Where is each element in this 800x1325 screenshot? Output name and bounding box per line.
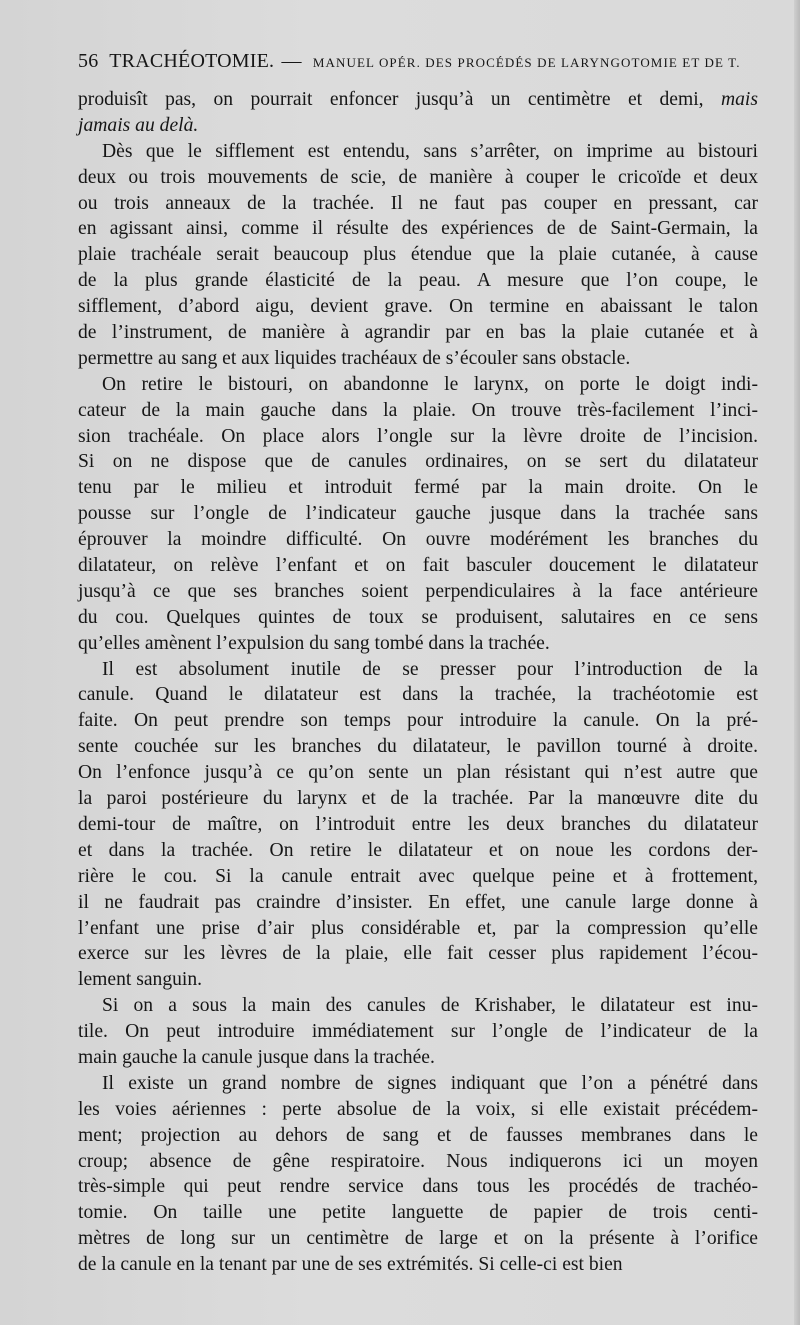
text-line: [78, 864, 758, 890]
text-line: [78, 1045, 758, 1071]
line-text: On l’enfonce jusqu’à ce qu’on sente un plan résistant qui n’est autre que: [78, 762, 758, 784]
line-text: Il existe un grand nombre de signes indiquant que l’on a pénétré dans: [102, 1072, 758, 1094]
text-line: [78, 941, 758, 967]
line-text: pousse sur l’ongle de l’indicateur gauche jusque dans la trachée sans: [78, 503, 758, 525]
text-line: [78, 916, 758, 942]
text-line: [78, 165, 758, 191]
line-text: l’enfant une prise d’air plus considérable et, par la compression qu’elle: [78, 917, 758, 939]
line-italic-text: jamais au delà.: [78, 114, 199, 136]
line-text: exerce sur les lèvres de la plaie, elle fait cesser plus rapidement l’écou-: [78, 943, 758, 965]
line-text: tile. On peut introduire immédiatement sur l’ongle de l’indicateur de la: [78, 1021, 758, 1043]
line-text: Dès que le sifflement est entendu, sans s’arrêter, on imprime au bistouri: [102, 140, 758, 162]
line-text: de la canule en la tenant par une de ses extrémités. Si celle-ci est bien: [78, 1254, 623, 1276]
line-text: Si on ne dispose que de canules ordinaires, on se sert du dilatateur: [78, 451, 758, 473]
text-line: [78, 890, 758, 916]
text-line: [78, 708, 758, 734]
text-line: [78, 838, 758, 864]
text-line: [78, 993, 758, 1019]
line-text: On retire le bistouri, on abandonne le larynx, on porte le doigt indi-: [102, 373, 758, 395]
text-line: [78, 967, 758, 993]
text-line: [78, 139, 758, 165]
line-text: Il est absolument inutile de se presser pour l’introduction de la: [102, 658, 758, 680]
text-line: [78, 553, 758, 579]
line-text: qu’elles amènent l’expulsion du sang tombé dans la trachée.: [78, 632, 550, 654]
text-line: [78, 242, 758, 268]
text-line: [78, 1226, 758, 1252]
text-line: [78, 346, 758, 372]
running-title: MANUEL OPÉR. DES PROCÉDÉS DE LARYNGOTOMIE ET DE T.: [312, 55, 741, 70]
text-line: [78, 320, 758, 346]
text-line: [78, 734, 758, 760]
line-text: tomie. On taille une petite languette de papier de trois centi-: [78, 1202, 758, 1224]
line-text: très-simple qui peut rendre service dans tous les procédés de trachéo-: [78, 1176, 758, 1198]
text-line: [78, 1097, 758, 1123]
text-line: [78, 1071, 758, 1097]
header-title: TRACHÉOTOMIE.: [109, 50, 275, 72]
line-text: produisît pas, on pourrait enfoncer jusqu’à un centimètre et demi,: [78, 89, 721, 110]
line-text: faite. On peut prendre son temps pour introduire la canule. On la pré-: [78, 710, 758, 732]
line-text: les voies aériennes : perte absolue de la voix, si elle existait précédem-: [78, 1098, 758, 1120]
line-italic-text: mais: [720, 89, 758, 110]
line-text: et dans la trachée. On retire le dilatateur et on noue les cordons der-: [78, 839, 758, 861]
body-text: [78, 87, 758, 1278]
line-text: deux ou trois mouvements de scie, de manière à couper le cricoïde et deux: [78, 166, 758, 188]
text-line: [78, 657, 758, 683]
text-line: [78, 424, 758, 450]
page-number: 56: [78, 50, 99, 72]
line-text: permettre au sang et aux liquides trachéaux de s’écouler sans obstacle.: [78, 347, 631, 369]
text-line: [78, 760, 758, 786]
line-text: du cou. Quelques quintes de toux se produisent, salutaires en ce sens: [78, 606, 758, 628]
text-line: [78, 786, 758, 812]
line-text: sifflement, d’abord aigu, devient grave. On termine en abaissant le talon: [78, 296, 758, 318]
text-line: [78, 268, 758, 294]
text-line: [78, 216, 758, 242]
line-text: ou trois anneaux de la trachée. Il ne faut pas couper en pressant, car: [78, 192, 758, 214]
line-text: ment; projection au dehors de sang et de fausses membranes dans le: [78, 1124, 758, 1146]
text-line: [78, 1149, 758, 1175]
line-text: cateur de la main gauche dans la plaie. On trouve très-facilement l’inci-: [78, 399, 758, 421]
line-text: sion trachéale. On place alors l’ongle sur la lèvre droite de l’incision.: [78, 425, 758, 447]
line-text: éprouver la moindre difficulté. On ouvre modérément les branches du: [78, 529, 758, 551]
line-text: il ne faudrait pas craindre d’insister. En effet, une canule large donne à: [78, 891, 758, 913]
line-text: demi-tour de maître, on l’introduit entre les deux branches du dilatateur: [78, 813, 758, 835]
line-text: lement sanguin.: [78, 969, 203, 991]
text-line: [78, 1200, 758, 1226]
line-text: dilatateur, on relève l’enfant et on fait basculer doucement le dilatateur: [78, 555, 758, 577]
text-line: [78, 682, 758, 708]
text-line: [78, 631, 758, 657]
text-line: [78, 372, 758, 398]
line-text: mètres de long sur un centimètre de large et on la présente à l’orifice: [78, 1228, 758, 1250]
line-text: tenu par le milieu et introduit fermé par la main droite. On le: [78, 477, 758, 499]
line-text: main gauche la canule jusque dans la trachée.: [78, 1046, 435, 1068]
line-text: plaie trachéale serait beaucoup plus étendue que la plaie cutanée, à cause: [78, 244, 758, 266]
text-line: [78, 475, 758, 501]
running-header: [78, 50, 758, 73]
line-text: canule. Quand le dilatateur est dans la trachée, la trachéotomie est: [78, 684, 758, 706]
line-text: croup; absence de gêne respiratoire. Nous indiquerons ici un moyen: [78, 1150, 758, 1172]
text-line: [78, 527, 758, 553]
text-line: [78, 191, 758, 217]
line-text: de l’instrument, de manière à agrandir par en bas la plaie cutanée et à: [78, 322, 758, 344]
text-line: [78, 579, 758, 605]
text-line: [78, 1252, 758, 1278]
line-text: Si on a sous la main des canules de Krishaber, le dilatateur est inu-: [102, 995, 758, 1017]
line-text: jusqu’à ce que ses branches soient perpendiculaires à la face antérieure: [78, 580, 758, 602]
text-line: [78, 605, 758, 631]
text-line: [78, 1019, 758, 1045]
line-text: de la plus grande élasticité de la peau. A mesure que l’on coupe, le: [78, 270, 758, 292]
text-line: [78, 294, 758, 320]
text-line: [78, 113, 758, 139]
line-text: sente couchée sur les branches du dilatateur, le pavillon tourné à droite.: [78, 736, 758, 758]
text-line: [78, 501, 758, 527]
line-text: en agissant ainsi, comme il résulte des expériences de de Saint-Germain, la: [78, 218, 758, 240]
text-line: [78, 398, 758, 424]
text-line: [78, 87, 758, 113]
line-text: la paroi postérieure du larynx et de la trachée. Par la manœuvre dite du: [78, 788, 758, 810]
header-dash: —: [281, 50, 302, 72]
text-line: [78, 449, 758, 475]
text-line: [78, 1123, 758, 1149]
text-line: [78, 812, 758, 838]
line-text: rière le cou. Si la canule entrait avec quelque peine et à frottement,: [78, 865, 758, 887]
page-edge: [794, 0, 800, 1325]
text-line: [78, 1174, 758, 1200]
